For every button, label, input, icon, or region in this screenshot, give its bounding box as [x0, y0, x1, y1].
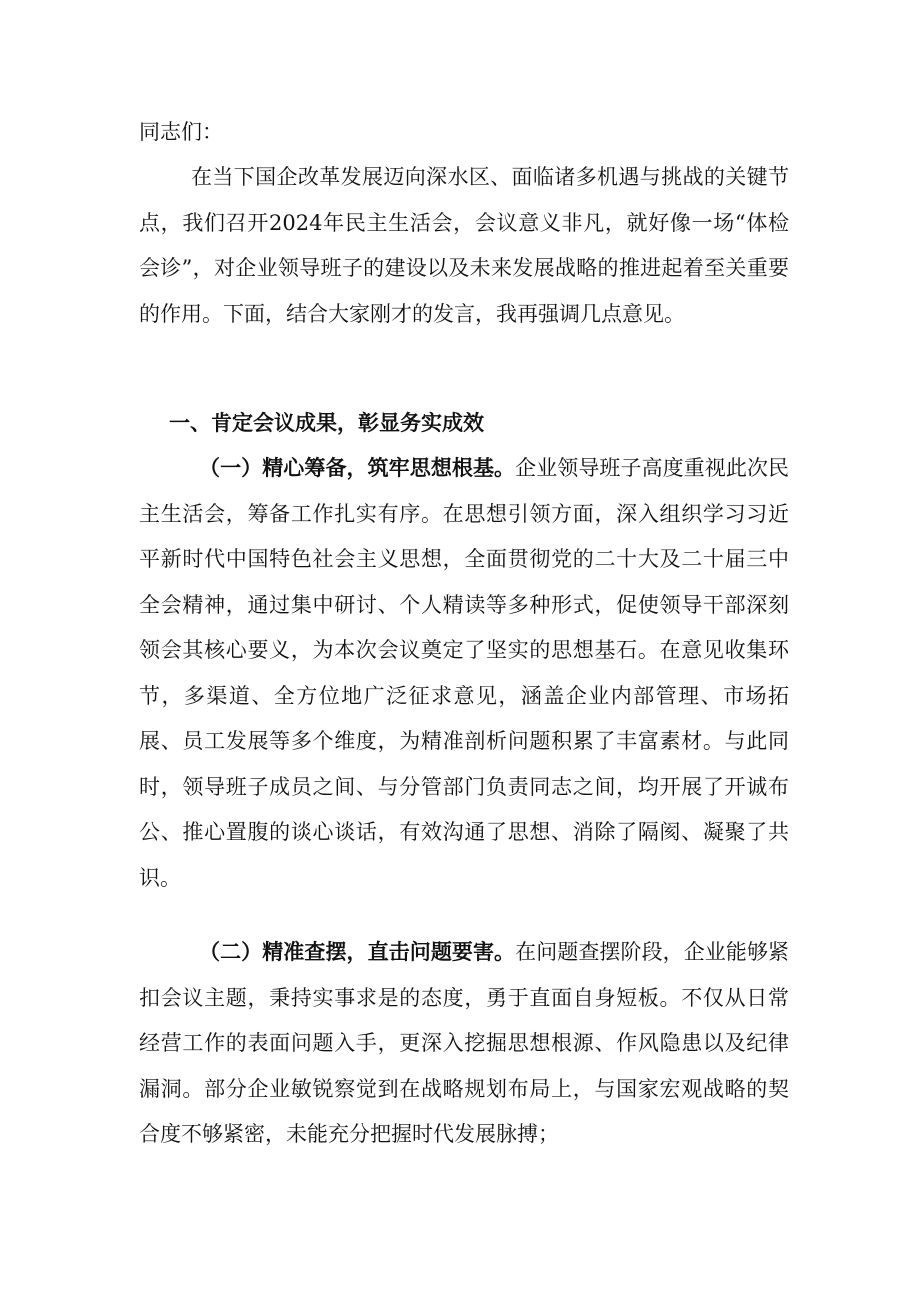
intro-paragraph: 在当下国企改革发展迈向深水区、面临诸多机遇与挑战的关键节点，我们召开2024年民主生活会，会议意义非凡，就好像一场“体检会诊”，对企业领导班子的建设以及未来发展战略的推进起着至关重要的作用。下面，结合大家刚才的发言，我再强调几点意见。	[139, 165, 789, 326]
item-1-paragraph	[139, 445, 789, 901]
item-1-lead: （一）精心筹备，筑牢思想根基。	[199, 455, 516, 480]
section-heading-1: 一、肯定会议成果，彰显务实成效	[169, 410, 484, 435]
item-2-lead: （二）精准查摆，直击问题要害。	[199, 939, 516, 964]
item-1-body: 企业领导班子高度重视此次民主生活会，筹备工作扎实有序。在思想引领方面，深入组织学习习近平新时代中国特色社会主义思想，全面贯彻党的二十大及二十届三中全会精神，通过集中研讨、个人精读等多种形式，促使领导干部深刻领会其核心要义，为本次会议奠定了坚实的思想基石。在意见收集环节，多渠道、全方位地广泛征求意见，涵盖企业内部管理、市场拓展、员工发展等多个维度，为精准剖析问题积累了丰富素材。与此同时，领导班子成员之间、与分管部门负责同志之间，均开展了开诚布公、推心置腹的谈心谈话，有效沟通了思想、消除了隔阂、凝聚了共识。	[139, 456, 790, 890]
salutation: 同志们：	[139, 120, 223, 144]
item-2-paragraph	[139, 929, 789, 1158]
item-2-body: 在问题查摆阶段，企业能够紧扣会议主题，秉持实事求是的态度，勇于直面自身短板。不仅从日常经营工作的表面问题入手，更深入挖掘思想根源、作风隐患以及纪律漏洞。部分企业敏锐察觉到在战略规划布局上，与国家宏观战略的契合度不够紧密，未能充分把握时代发展脉搏；	[139, 940, 790, 1146]
